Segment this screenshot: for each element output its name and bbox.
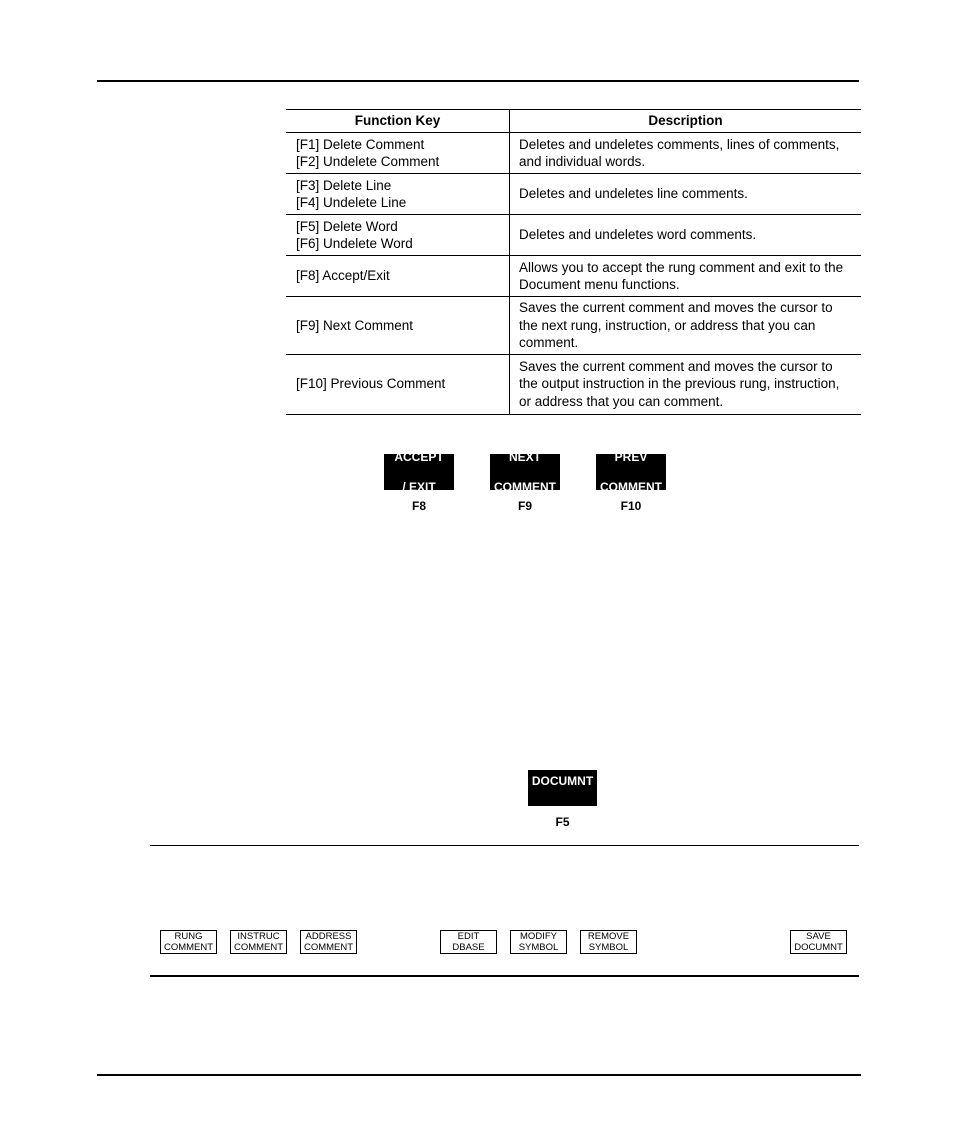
function-key-cell	[286, 215, 510, 256]
next-comment-key	[490, 449, 560, 513]
function-key-table	[286, 109, 861, 415]
table-row	[286, 215, 861, 256]
function-key: [F4] Undelete Line	[296, 195, 407, 210]
description-cell: Deletes and undeletes line comments.	[510, 174, 862, 215]
description-cell: Saves the current comment and moves the cursor to the output instruction in the previous rung, instruction, or address that you can comment.	[510, 354, 862, 414]
button-line: ADDRESS	[305, 931, 352, 942]
accept-exit-button[interactable]	[384, 449, 454, 494]
table-row	[286, 354, 861, 414]
documnt-button[interactable]	[528, 770, 597, 806]
function-key-cell	[286, 256, 510, 297]
save-documnt-button[interactable]	[790, 930, 847, 954]
description-cell: Deletes and undeletes word comments.	[510, 215, 862, 256]
function-key: [F5] Delete Word	[296, 218, 398, 234]
key-line: COMMENT	[494, 479, 556, 494]
key-line: NEXT	[508, 449, 541, 464]
footer-rule	[97, 1074, 861, 1076]
key-line: / EXIT	[402, 479, 436, 494]
function-key-cell	[286, 297, 510, 355]
prev-comment-button[interactable]	[596, 449, 666, 494]
description-cell: Allows you to accept the rung comment and exit to the Document menu functions.	[510, 256, 862, 297]
function-key: [F2] Undelete Comment	[296, 154, 440, 169]
menu-bottom-rule	[150, 975, 859, 977]
button-line: COMMENT	[163, 942, 214, 953]
header-function-key: Function Key	[286, 110, 510, 133]
function-key: [F8] Accept/Exit	[296, 268, 390, 284]
instruc-comment-button[interactable]	[230, 930, 287, 954]
button-line: DBASE	[452, 942, 485, 953]
next-comment-button[interactable]	[490, 449, 560, 494]
modify-symbol-button[interactable]	[510, 930, 567, 954]
button-line: SAVE	[806, 931, 831, 942]
button-line: EDIT	[457, 931, 480, 942]
key-line: PREV	[614, 449, 648, 464]
function-key: [F10] Previous Comment	[296, 376, 446, 392]
function-key: [F9] Next Comment	[296, 317, 414, 333]
function-key-label: F5	[555, 815, 570, 829]
description-cell: Deletes and undeletes comments, lines of comments, and individual words.	[510, 133, 862, 174]
function-key-cell	[286, 174, 510, 215]
header-description: Description	[510, 110, 862, 133]
button-line: SYMBOL	[518, 942, 559, 953]
function-key-label: F10	[620, 499, 642, 513]
key-line: COMMENT	[600, 479, 662, 494]
table-row	[286, 256, 861, 297]
button-line: INSTRUC	[237, 931, 280, 942]
table-row	[286, 297, 861, 355]
key-line: ACCEPT	[394, 449, 444, 464]
table-row	[286, 174, 861, 215]
function-key: [F3] Delete Line	[296, 177, 392, 193]
function-key: [F1] Delete Comment	[296, 136, 425, 152]
button-line: COMMENT	[303, 942, 354, 953]
function-key: [F6] Undelete Word	[296, 236, 413, 251]
documnt-key	[528, 770, 597, 829]
button-line: DOCUMNT	[794, 942, 843, 953]
menu-top-rule	[150, 845, 859, 846]
function-key-cell	[286, 133, 510, 174]
prev-comment-key	[596, 449, 666, 513]
top-rule	[97, 80, 859, 82]
function-key-label: F9	[517, 499, 532, 513]
table-header-row	[286, 110, 861, 133]
edit-dbase-button[interactable]	[440, 930, 497, 954]
key-line: DOCUMNT	[531, 774, 594, 788]
accept-exit-key	[384, 449, 454, 513]
button-line: COMMENT	[233, 942, 284, 953]
function-key-cell	[286, 354, 510, 414]
button-line: SYMBOL	[588, 942, 629, 953]
table-row	[286, 133, 861, 174]
button-line: RUNG	[174, 931, 203, 942]
remove-symbol-button[interactable]	[580, 930, 637, 954]
function-key-label: F8	[411, 499, 426, 513]
address-comment-button[interactable]	[300, 930, 357, 954]
description-cell: Saves the current comment and moves the cursor to the next rung, instruction, or address that you can comment.	[510, 297, 862, 355]
button-line: MODIFY	[520, 931, 557, 942]
button-line: REMOVE	[587, 931, 630, 942]
rung-comment-button[interactable]	[160, 930, 217, 954]
